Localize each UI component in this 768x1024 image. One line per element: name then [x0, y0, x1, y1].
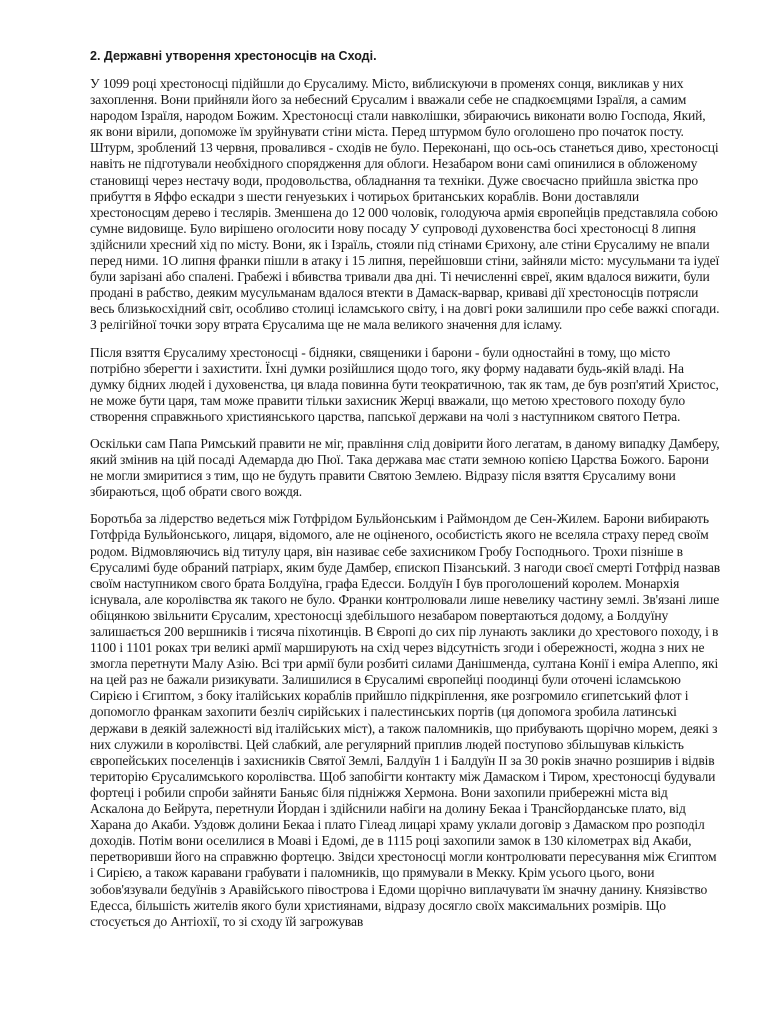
paragraph-papal-legate: Оскільки сам Папа Римський правити не міг, правління слід довірити його легатам, в даному випадку Дамберу, який змінив на цій посаді Адемарда дю Пюї. Така держава має стати земною копією Царства Божого. Барони не могли змиритися з тим, що не будуть правити Святою Землею. Відразу після взяття Єрусалиму вони збираються, щоб обрати свого вождя. — [90, 435, 720, 500]
document-page — [90, 48, 720, 941]
paragraph-siege-of-jerusalem: У 1099 році хрестоносці підійшли до Єрусалиму. Місто, виблискуючи в променях сонця, викликав у них захоплення. Вони прийняли його за небесний Єрусалим і вважали себе не спадкоємцями Ізраїля, а самим народом Ізраїля, народом Божим. Хрестоносці стали навколішки, збираючись виконати волю Господа, Який, як вони вірили, допоможе їм зруйнувати стіни міста. Перед штурмом було оголошено про початок посту. Штурм, зроблений 13 червня, провалився - сходів не було. Переконані, що ось-ось станеться диво, хрестоносці навіть не підготували необхідного спорядження для облоги. Незабаром вони самі опинилися в обложеному становищі через нестачу води, продовольства, обладнання та техніки. Дуже своєчасно прийшла звістка про прибуття в Яффо ескадри з шести генуезьких і чотирьох британських кораблів. Вони доставляли хрестоносцям дерево і теслярів. Зменшена до 12 000 чоловік, голодуюча армія європейців представляла собою сумне видовище. Було вирішено оголосити нову посаду У супроводі духовенства босі хрестоносці 8 липня здійснили хресний хід по місту. Вони, як і Ізраїль, стояли під стінами Єрихону, але стіни Єрусалиму не впали перед ними. 1О липня франки пішли в атаку і 15 липня, перейшовши стіни, зайняли місто: мусульмани та іудеї були зарізані або спалені. Грабежі і вбивства тривали два дні. Ті нечисленні євреї, яким вдалося вижити, були продані в рабство, деяким мусульманам вдалося втекти в Дамаск-варвар, криваві дії хрестоносців потрясли весь близькосхідний світ, особливо столиці ісламського світу, і на довгі роки залишили про себе важкі спогади. З релігійної точки зору втрата Єрусалима ще не мала великого значення для ісламу. — [90, 76, 720, 333]
paragraph-form-of-power: Після взяття Єрусалиму хрестоносці - бідняки, священики і барони - були одностайні в тому, що місто потрібно зберегти і захистити. Їхні думки розійшлися щодо того, яку форму надавати будь-якій владі. На думку бідних людей і духовенства, ця влада повинна бути теократичною, так як там, де був розп'ятий Христос, не може бути царя, там може правити тільки захисник Жерці вважали, що метою хрестового походу було створення справжнього християнського царства, папської держави на чолі з наступником святого Петра. — [90, 344, 719, 424]
section-heading: 2. Державні утворення хрестоносців на Сході. — [90, 49, 377, 63]
paragraph-leadership-struggle: Боротьба за лідерство ведеться між Готфрідом Бульйонським і Раймондом де Сен-Жилем. Барони вибирають Готфріда Бульйонського, лицаря, відомого, але не оціненого, особистість якого не вселяла страху перед своїм родом. Відмовляючись від титулу царя, він називає себе захисником Гробу Господнього. Трохи пізніше в Єрусалимі буде обраний патріарх, яким буде Дамбер, єпископ Пізанський. З нагоди своєї смерті Готфрід назвав своїм наступником свого брата Болдуїна, графа Едесси. Болдуїн І був проголошений королем. Монархія існувала, але королівства як такого не було. Франки контролювали лише невелику частину землі. Зв'язані лише обіцянкою звільнити Єрусалим, хрестоносці здебільшого незабаром повертаються додому, а Болдуїну залишається 200 вершників і тисяча піхотинців. В Європі до сих пір лунають заклики до хрестового походу, і в 1100 і 1101 роках три великі армії марширують на схід через відсутність згоди і обережності, жодна з них не змогла перетнути Малу Азію. Всі три армії були розбиті силами Данішменда, султана Конії і еміра Алеппо, які на цей раз не бажали ризикувати. Залишилися в Єрусалимі європейці поодинці були оточені ісламською Сирією і Єгиптом, з боку італійських кораблів прийшло підкріплення, яке розгромило єгипетський флот і допомогло франкам захопити безліч сирійських і палестинських портів (ця допомога зробила латинські держави в деякій залежності від італійських міст), а також паломників, що прибувають щорічно морем, деякі з них служили в королівстві. Цей слабкий, але регулярний приплив людей поступово збільшував кількість європейських поселенців і захисників Святої Землі, Балдуїн 1 і Балдуїн ІІ за 30 років значно розширив і відвів територію Єрусалимського королівства. Щоб запобігти контакту між Дамаском і Тиром, хрестоносці будували фортеці і робили спроби зайняти Баньяс біля підніжжя Хермона. Вони захопили прибережні міста від Аскалона до Бейрута, перетнули Йордан і здійснили набіги на долину Бекаа і Трансйорданське плато, від Харана до Акаби. Уздовж долини Бекаа і плато Гілеад лицарі храму уклали договір з Дамаском про розподіл доходів. Потім вони оселилися в Моаві і Едомі, де в 1115 році захопили замок в 130 кілометрах від Акаби, перетворивши його на справжню фортецю. Звідси хрестоносці могли контролювати пересування між Єгиптом і Сирією, а також каравани грабувати і паломників, що прямували в Мекку. Крім усього цього, вони зобов'язували бедуїнів з Аравійського півострова і Едоми щорічно виплачувати їм значну данину. Князівство Едесса, більшість жителів якого були християнами, відразу досягло своїх максимальних розмірів. Що стосується до Антіохії, то зі сходу їй загрожував — [90, 511, 720, 929]
